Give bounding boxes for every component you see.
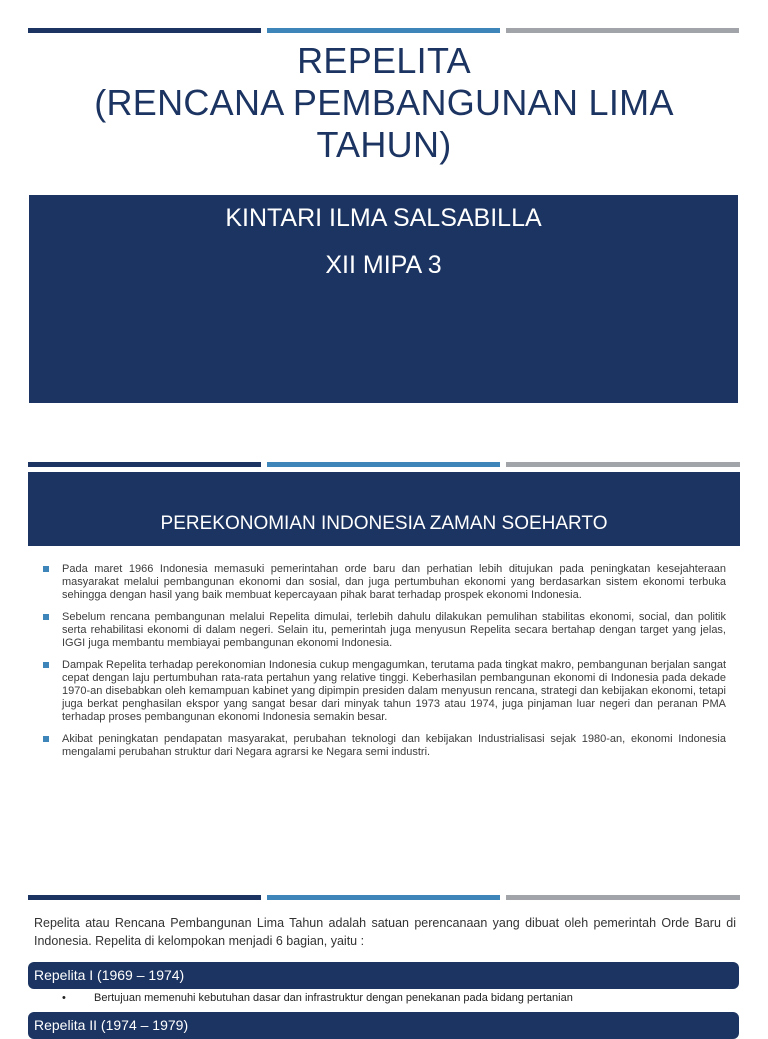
- slide3-stripe-gray: [506, 895, 740, 900]
- bullet-text: Akibat peningkatan pendapatan masyarakat, perubahan teknologi dan kebijakan Industrialisasi sejak 1980-an, ekonomi Indonesia mengalami perubahan struktur dari Negara agrarsi ke Negara semi industri.: [62, 733, 726, 758]
- bullet-dot-icon: •: [62, 992, 66, 1004]
- slide2-stripe-navy: [28, 462, 261, 467]
- bullet-text: Sebelum rencana pembangunan melalui Repelita dimulai, terlebih dahulu dilakukan pemulihan stabilitas ekonomi, social, dan politik serta rehabilitasi ekonomi di dalam negeri. Selain itu, pemerintah juga menyusun Repelita secara bertahap dengan target yang jelas, IGGI juga membantu membiayai pembangunan ekonomi Indonesia.: [62, 611, 726, 649]
- section-header: [28, 472, 740, 546]
- repelita-2-bar: [28, 1012, 739, 1039]
- repelita-1-bar: [28, 962, 739, 989]
- repelita-1-item-text: Bertujuan memenuhi kebutuhan dasar dan infrastruktur dengan penekanan pada bidang pertanian: [94, 992, 573, 1004]
- repelita-1-label: Repelita I (1969 – 1974): [34, 967, 185, 983]
- slide2-stripe-gray: [506, 462, 740, 467]
- slide-title: [30, 40, 738, 166]
- bullet-text: Pada maret 1966 Indonesia memasuki pemerintahan orde baru dan perhatian lebih ditujukan pada peningkatan kesejahteraan masyarakat melalui pembangunan ekonomi dan sosial, dan juga pertumbuhan ekonomi yang berdasarkan sistem ekonomi terbuka sehingga dengan hasil yang baik membuat kepercayaan pihak barat terhadap prospek ekonomi Indonesia.: [62, 563, 726, 601]
- intro-paragraph: Repelita atau Rencana Pembangunan Lima Tahun adalah satuan perencanaan yang dibuat oleh pemerintah Orde Baru di Indonesia. Repelita di kelompokan menjadi 6 bagian, yaitu :: [34, 916, 736, 948]
- top-stripe-gray: [506, 28, 739, 33]
- author-box: [29, 195, 738, 403]
- slide3-stripe-navy: [28, 895, 261, 900]
- list-item: [42, 563, 726, 602]
- square-bullet-icon: [43, 662, 49, 668]
- square-bullet-icon: [43, 566, 49, 572]
- title-line-2: (RENCANA PEMBANGUNAN LIMA: [94, 82, 674, 123]
- list-item: [42, 659, 726, 724]
- author-class: XII MIPA 3: [325, 251, 442, 279]
- title-line-1: REPELITA: [297, 40, 471, 81]
- top-stripe-blue: [267, 28, 500, 33]
- repelita-1-item: [62, 991, 573, 1005]
- section-header-text: PEREKONOMIAN INDONESIA ZAMAN SOEHARTO: [160, 513, 608, 534]
- repelita-2-label: Repelita II (1974 – 1979): [34, 1017, 189, 1033]
- list-item: [42, 733, 726, 759]
- title-line-3: TAHUN): [316, 124, 452, 165]
- bullet-list: [42, 563, 726, 768]
- list-item: [42, 611, 726, 650]
- square-bullet-icon: [43, 736, 49, 742]
- slide2-stripe-blue: [267, 462, 500, 467]
- bullet-text: Dampak Repelita terhadap perekonomian Indonesia cukup mengagumkan, terutama pada tingkat makro, pembangunan berjalan sangat cepat dengan laju pertumbuhan rata-rata pertahun yang relative tinggi. Keberhasilan pembangunan ekonomi di Indonesia pada dekade 1970-an disebabkan oleh kemampuan kabinet yang dipimpin presiden dalam menyusun rencana, strategi dan kebijakan ekonomi, tetapi juga berkat penghasilan ekspor yang sangat besar dari minyak tahun 1973 atau 1974, juga pinjaman luar negeri dan peranan PMA terhadap proses pembangunan ekonomi Indonesia semakin besar.: [62, 659, 726, 723]
- author-name: KINTARI ILMA SALSABILLA: [225, 204, 542, 232]
- square-bullet-icon: [43, 614, 49, 620]
- slide3-stripe-blue: [267, 895, 500, 900]
- top-stripe-navy: [28, 28, 261, 33]
